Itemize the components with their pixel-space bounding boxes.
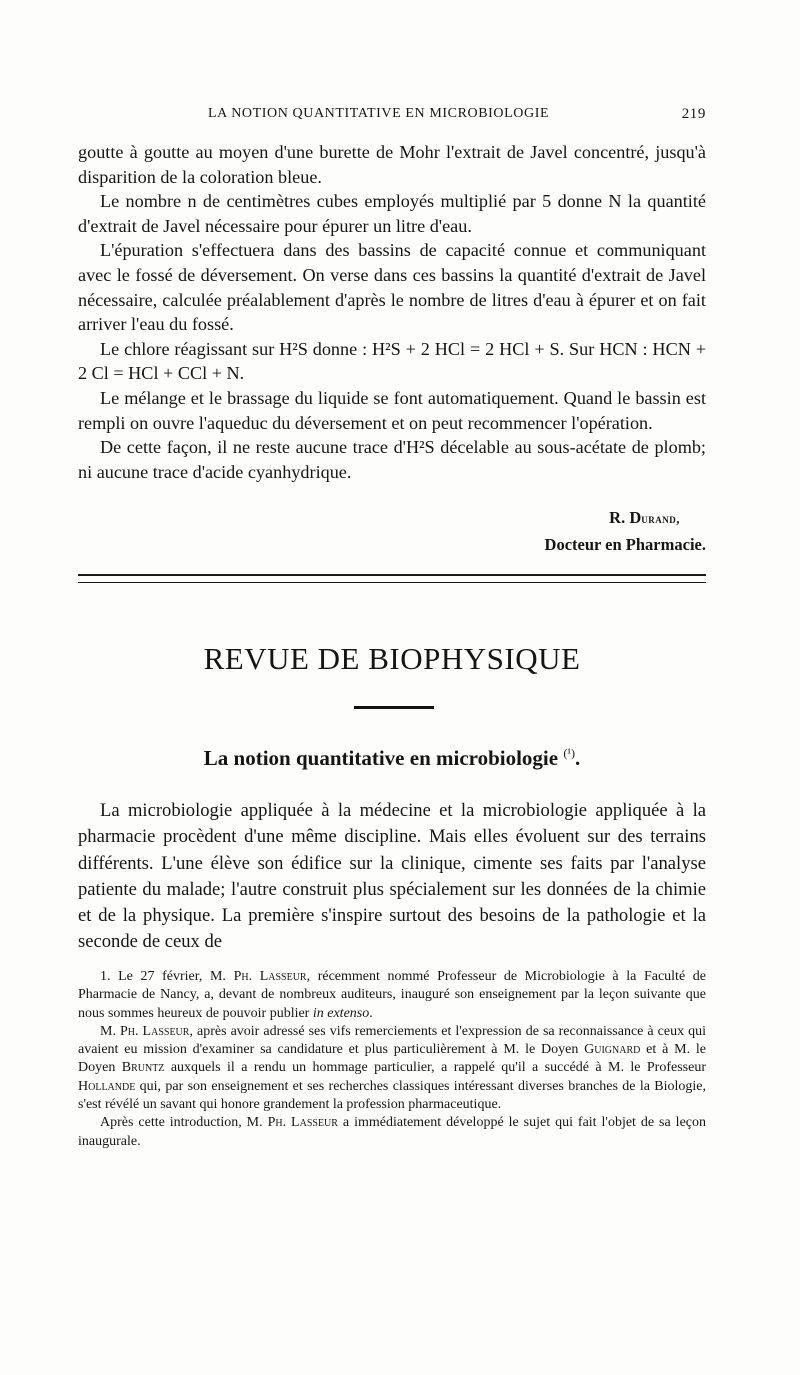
footnote-reference: (¹) bbox=[563, 746, 575, 760]
paragraph: La microbiologie appliquée à la médecine et la microbiologie appliquée à la pharmacie procèdent d'une même discipline. Mais elles évoluent sur des terrains différents. L'une élève son édifice sur la clinique, cimente ses faits par l'analyse patiente du malade; l'autre construit plus spécialement sur les données de la chimie et de la physique. La première s'inspire surtout des besoins de la pathologie et la seconde de ceux de bbox=[78, 800, 706, 953]
upper-text-block bbox=[78, 140, 706, 484]
article-title: La notion quantitative en microbiologie $^{(^1)}$. bbox=[203, 746, 581, 770]
paragraph: Le chlore réagissant sur H²S donne : H²S + 2 HCl = 2 HCl + S. Sur HCN : HCN + 2 Cl = HCl + CCl + N. bbox=[78, 338, 706, 384]
paragraph: Le mélange et le brassage du liquide se font automatiquement. Quand le bassin est rempli on ouvre l'aqueduc du déversement et on peut recommencer l'opération. bbox=[78, 387, 706, 433]
author-name: R. Durand, bbox=[609, 508, 680, 527]
title-underline bbox=[354, 706, 434, 709]
author-title: Docteur en Pharmacie. bbox=[544, 535, 706, 554]
paragraph: goutte à goutte au moyen d'une burette de Mohr l'extrait de Javel concentré, jusqu'à disparition de la coloration bleue. bbox=[78, 142, 706, 187]
paragraph: Le nombre n de centimètres cubes employés multiplié par 5 donne N la quantité d'extrait de Javel nécessaire pour épurer un litre d'eau. bbox=[78, 191, 706, 236]
author-signature bbox=[406, 505, 706, 558]
running-title: LA NOTION QUANTITATIVE EN MICROBIOLOGIE bbox=[208, 106, 550, 121]
page-number: 219 bbox=[681, 106, 706, 122]
section-title: REVUE DE BIOPHYSIQUE bbox=[203, 641, 581, 676]
document-page bbox=[78, 0, 706, 1375]
paragraph: De cette façon, il ne reste aucune trace d'H²S décelable au sous-acétate de plomb; ni aucune trace d'acide cyanhydrique. bbox=[78, 437, 706, 482]
section-divider-thin bbox=[78, 582, 706, 583]
section-divider-thick bbox=[78, 574, 706, 576]
article-body bbox=[78, 798, 706, 956]
footnote: M. Ph. Lasseur, après avoir adressé ses vifs remerciements et l'expression de sa reconnaissance à ceux qui avaient eu mission d'examiner sa candidature et plus particulièrement à M. le Doyen Guignard et à M. le Doyen Bruntz auxquels il a rendu un hommage particulier, a rappelé qu'il a succédé à M. le Professeur Hollande qui, par son enseignement et ses recherches classiques intéressant diverses branches de la Biologie, s'est révélé un savant qui honore grandement la profession pharmaceutique. bbox=[78, 1023, 707, 1113]
footnote: 1. Le 27 février, M. Ph. Lasseur, récemment nommé Professeur de Microbiologie à la Faculté de Pharmacie de Nancy, a, devant de nombreux auditeurs, inauguré son enseignement par la leçon suivante que nous sommes heureux de pouvoir publier in extenso. bbox=[78, 969, 706, 1021]
footnote: Après cette introduction, M. Ph. Lasseur a immédiatement développé le sujet qui fait l'objet de sa leçon inaugurale. bbox=[78, 1115, 706, 1149]
paragraph: L'épuration s'effectuera dans des bassins de capacité connue et communiquant avec le fossé de déversement. On verse dans ces bassins la quantité d'extrait de Javel nécessaire, calculée préalablement d'après le nombre de litres d'eau à épurer et on fait arriver l'eau du fossé. bbox=[78, 240, 706, 335]
footnotes bbox=[78, 968, 706, 1151]
running-header bbox=[78, 100, 706, 130]
